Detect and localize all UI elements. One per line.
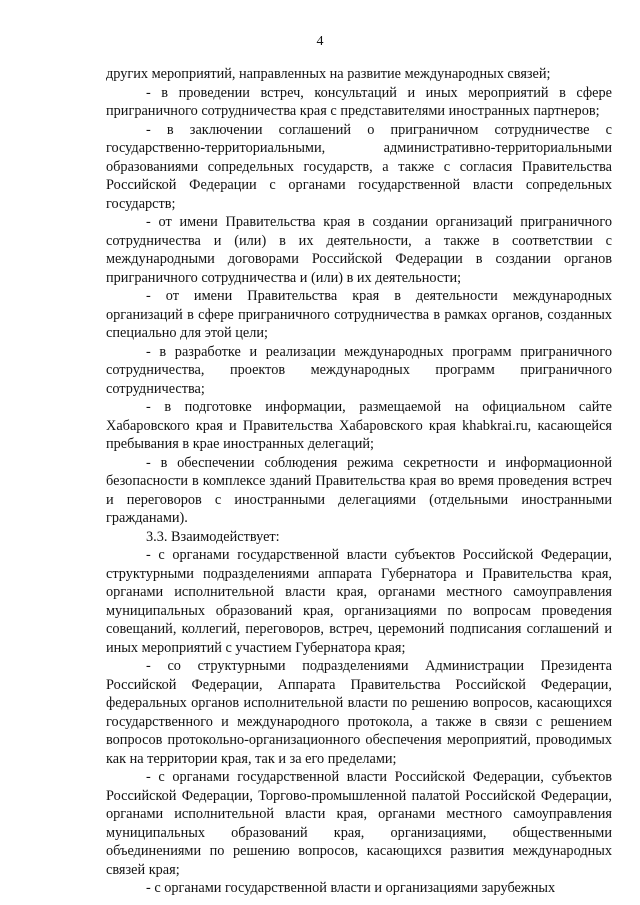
paragraph-border-organizations: - от имени Правительства края в создании организаций приграничного сотрудничества и (или) в их деятельности, а также в соответствии с международными договорами Российской Федерации в создании органов приграничного сотрудничества и (или) в их деятельности;: [106, 214, 612, 286]
paragraph-foreign-partners-meetings: - в проведении встреч, консультаций и иных мероприятий в сфере приграничного сотрудничества края с представителями иностранных партнеров;: [106, 84, 612, 119]
paragraph-agreements: - в заключении соглашений о приграничном сотрудничестве с государственно-территориальными, административно-территориальными образованиями сопредельных государств, а также с согласия Правительства Российской Федерации с органами государственной власти сопредельных государств;: [106, 121, 612, 212]
paragraph-foreign-authorities: - с органами государственной власти и организациями зарубежных: [146, 880, 556, 896]
section-heading-3-3: 3.3. Взаимодействует:: [146, 528, 280, 545]
paragraph-chamber-of-commerce: - с органами государственной власти Российской Федерации, субъектов Российской Федерации, Торгово-промышленной палатой Российской Федерации, органами исполнительной власти края, органами местного самоуправления муниципальных образований края, организациями, общественными объединениями по решению вопросов, касающихся развития международных связей края;: [106, 769, 612, 878]
paragraph-security: - в обеспечении соблюдения режима секретности и информационной безопасности в комплексе зданий Правительства края во время проведения встреч и переговоров с иностранными делегациями (отдельными иностранными гражданами).: [106, 454, 612, 526]
page-number: 4: [316, 34, 324, 49]
paragraph-federal-administration: - со структурными подразделениями Администрации Президента Российской Федерации, Аппарата Правительства Российской Федерации, федеральных органов исполнительной власти по решению вопросов, касающихся государственного и международного протокола, а также в связи с решением вопросов протокольно-организационного обеспечения мероприятий, проводимых как на территории края, так и за его пределами;: [106, 658, 612, 767]
paragraph-website-info: - в подготовке информации, размещаемой на официальном сайте Хабаровского края и Правительства Хабаровского края khabkrai.ru, касающейся пребывания в крае иностранных делегаций;: [106, 399, 612, 452]
paragraph-programs: - в разработке и реализации международных программ приграничного сотрудничества, проектов международных программ приграничного сотрудничества;: [106, 343, 612, 397]
paragraph-international-organizations: - от имени Правительства края в деятельности международных организаций в сфере приграничного сотрудничества в рамках органов, созданных специально для этой цели;: [106, 288, 612, 341]
document-body: [106, 65, 612, 898]
paragraph-continuation: других мероприятий, направленных на развитие международных связей;: [106, 66, 551, 82]
paragraph-regional-authorities: - с органами государственной власти субъектов Российской Федерации, структурными подразделениями аппарата Губернатора и Правительства края, органами исполнительной власти края, органами местного самоуправления муниципальных образований края, организациями по вопросам проведения совещаний, коллегий, переговоров, встреч, церемоний подписания соглашений и иных мероприятий с участием Губернатора края;: [106, 547, 612, 656]
